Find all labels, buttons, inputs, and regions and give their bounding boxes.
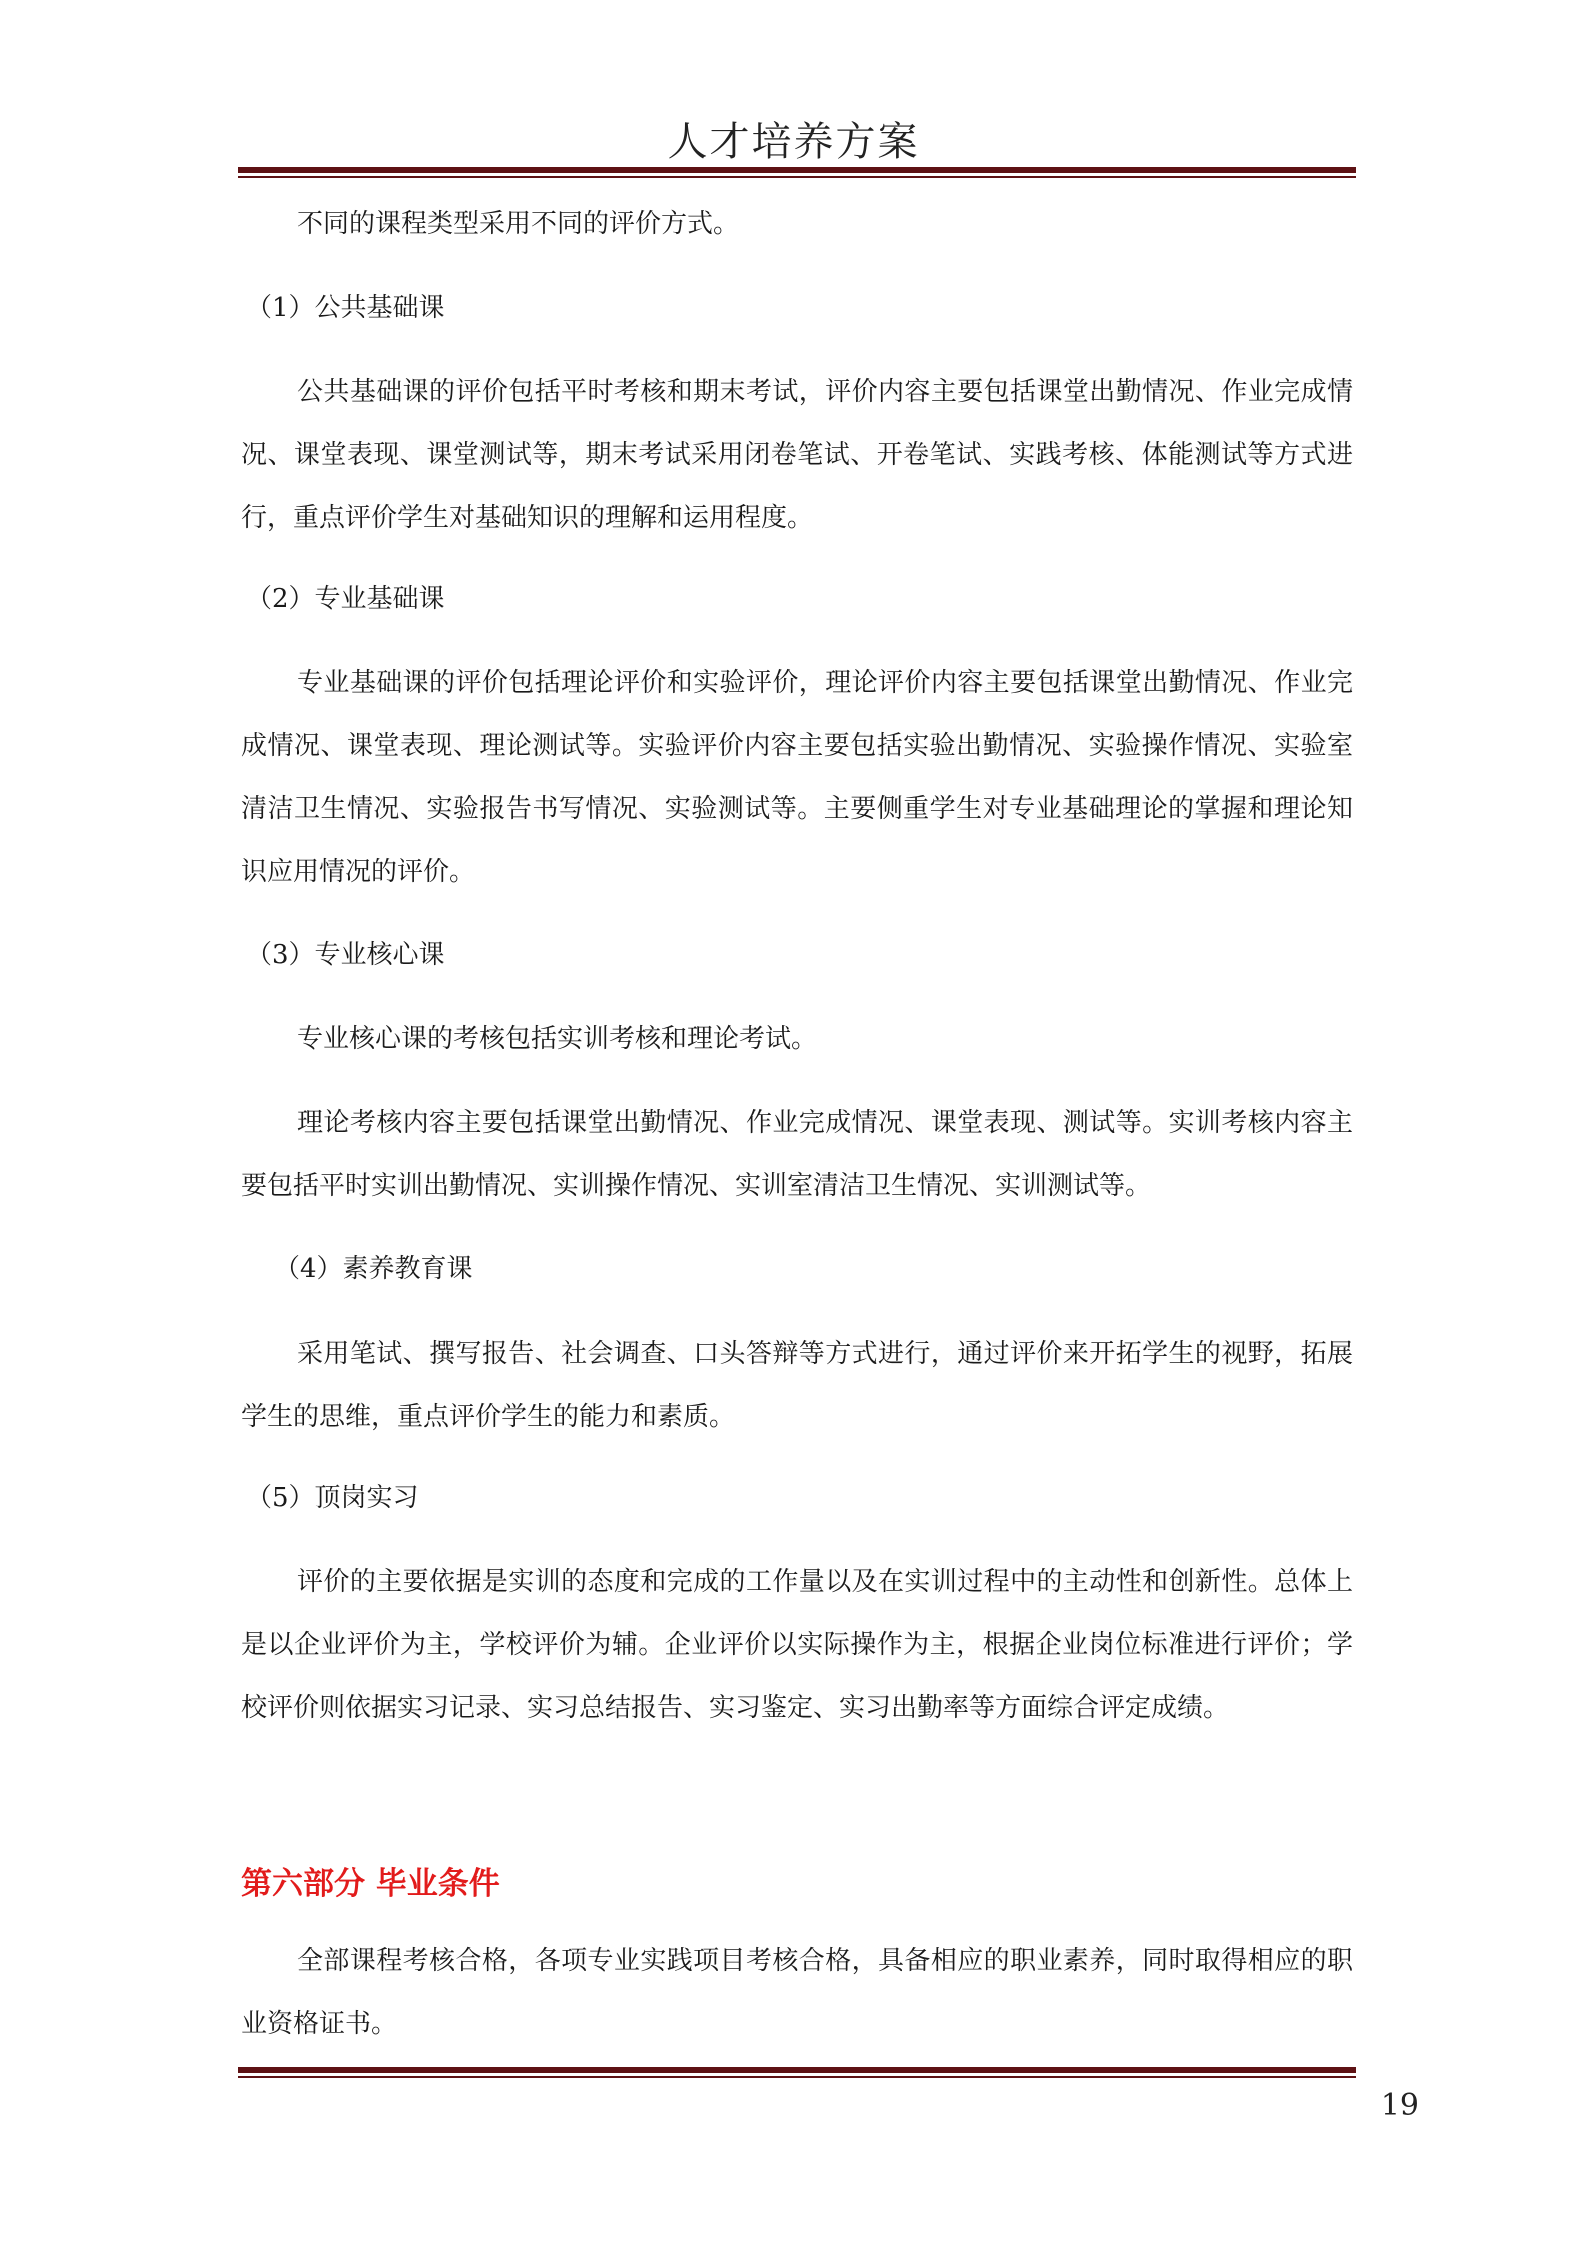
item-heading-internship: （5）顶岗实习	[246, 1483, 419, 1513]
paragraph-quality-education: 采用笔试、撰写报告、社会调查、口头答辩等方式进行，通过评价来开拓学生的视野，拓展学生的思维，重点评价学生的能力和素质。	[241, 1339, 1353, 1432]
paragraph-professional-core-2: 理论考核内容主要包括课堂出勤情况、作业完成情况、课堂表现、测试等。实训考核内容主要包括平时实训出勤情况、实训操作情况、实训室清洁卫生情况、实训测试等。	[241, 1108, 1353, 1201]
item-heading-quality-education: （4）素养教育课	[274, 1254, 473, 1284]
footer-rule	[238, 2067, 1356, 2078]
item-heading-professional-core: （3）专业核心课	[246, 940, 445, 970]
section-heading-graduation: 第六部分 毕业条件	[241, 1866, 500, 1902]
paragraph-public-foundation: 公共基础课的评价包括平时考核和期末考试，评价内容主要包括课堂出勤情况、作业完成情况、课堂表现、课堂测试等，期末考试采用闭卷笔试、开卷笔试、实践考核、体能测试等方式进行，重点评价学生对基础知识的理解和运用程度。	[241, 377, 1353, 533]
header-rule	[238, 167, 1356, 178]
paragraph-internship: 评价的主要依据是实训的态度和完成的工作量以及在实训过程中的主动性和创新性。总体上是以企业评价为主，学校评价为辅。企业评价以实际操作为主，根据企业岗位标准进行评价；学校评价则依据实习记录、实习总结报告、实习鉴定、实习出勤率等方面综合评定成绩。	[241, 1567, 1353, 1723]
item-heading-public-foundation: （1）公共基础课	[246, 293, 445, 323]
paragraph-professional-core-1: 专业核心课的考核包括实训考核和理论考试。	[297, 1024, 818, 1054]
page-header-title: 人才培养方案	[667, 119, 920, 165]
paragraph-graduation: 全部课程考核合格，各项专业实践项目考核合格，具备相应的职业素养，同时取得相应的职业资格证书。	[241, 1946, 1353, 2039]
item-heading-professional-foundation: （2）专业基础课	[246, 584, 445, 614]
paragraph-professional-foundation: 专业基础课的评价包括理论评价和实验评价，理论评价内容主要包括课堂出勤情况、作业完成情况、课堂表现、理论测试等。实验评价内容主要包括实验出勤情况、实验操作情况、实验室清洁卫生情况、实验报告书写情况、实验测试等。主要侧重学生对专业基础理论的掌握和理论知识应用情况的评价。	[241, 668, 1353, 887]
page-number: 19	[1380, 2088, 1419, 2123]
intro-paragraph: 不同的课程类型采用不同的评价方式。	[297, 209, 740, 239]
